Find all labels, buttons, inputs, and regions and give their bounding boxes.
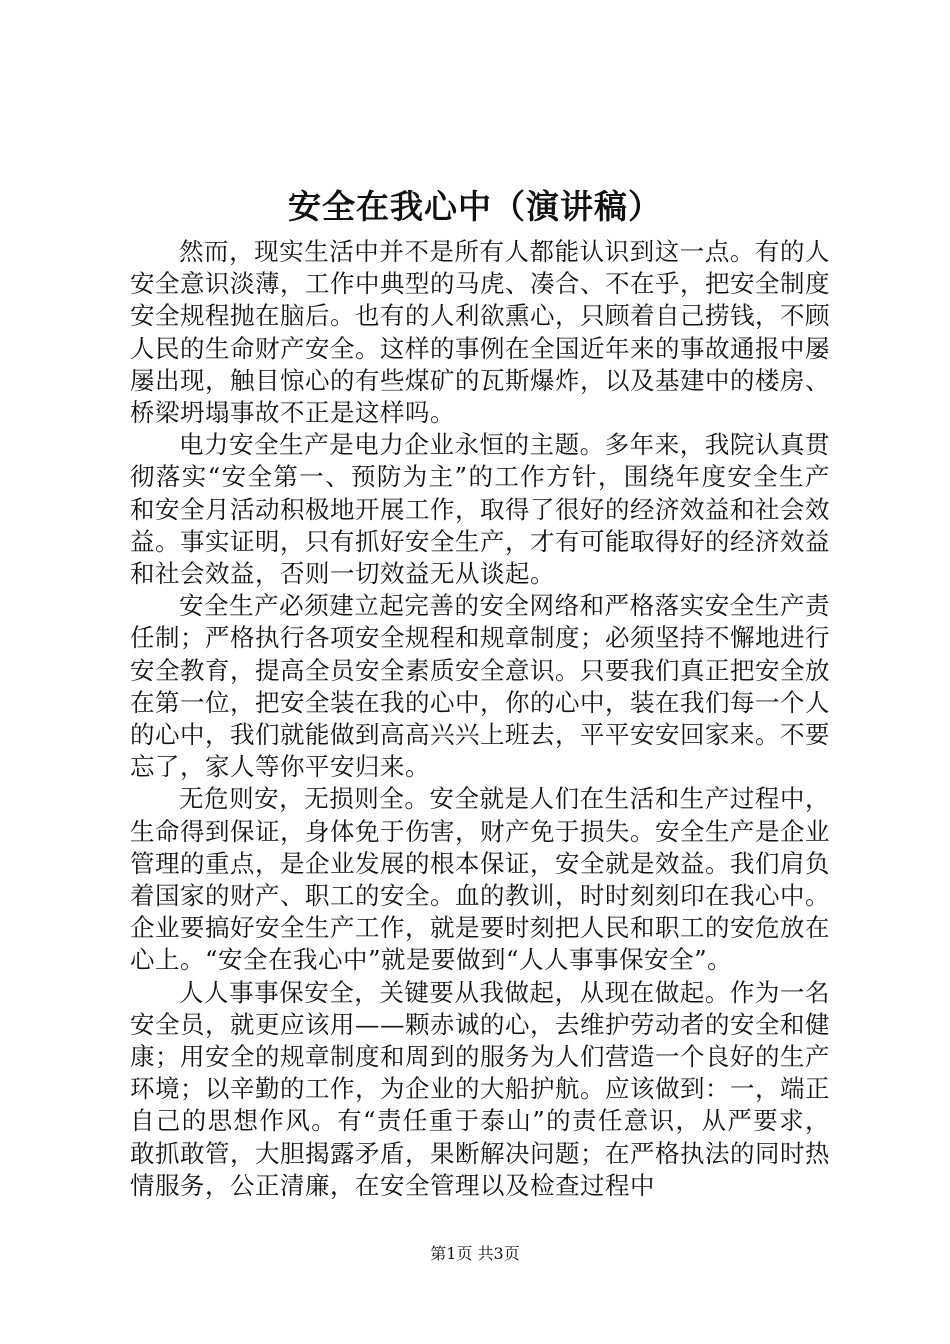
page-number-footer: 第1页 共3页 [430, 1244, 520, 1263]
paragraph-3: 安全生产必须建立起完善的安全网络和严格落实安全生产责任制；严格执行各项安全规程和规章制度；必须坚持不懈地进行安全教育，提高全员安全素质安全意识。只要我们真正把安全放在第一位，把安全装在我的心中，你的心中，装在我们每一个人的心中，我们就能做到高高兴兴上班去，平平安安回家来。不要忘了，家人等你平安归来。 [130, 591, 830, 782]
document-body [130, 236, 830, 1202]
paragraph-2: 电力安全生产是电力企业永恒的主题。多年来，我院认真贯彻落实“安全第一、预防为主”的工作方针，围绕年度安全生产和安全月活动积极地开展工作，取得了很好的经济效益和社会效益。事实证明，只有抓好安全生产，才有可能取得好的经济效益和社会效益，否则一切效益无从谈起。 [130, 430, 830, 589]
paragraph-5: 人人事事保安全，关键要从我做起，从现在做起。作为一名安全员，就更应该用——颗赤诚的心，去维护劳动者的安全和健康；用安全的规章制度和周到的服务为人们营造一个良好的生产环境；以辛勤的工作，为企业的大船护航。应该做到：一，端正自己的思想作风。有“责任重于泰山”的责任意识，从严要求，敢抓敢管，大胆揭露矛盾，果断解决问题；在严格执法的同时热情服务，公正清廉，在安全管理以及检查过程中 [130, 977, 830, 1200]
paragraph-4: 无危则安，无损则全。安全就是人们在生活和生产过程中，生命得到保证，身体免于伤害，财产免于损失。安全生产是企业管理的重点，是企业发展的根本保证，安全就是效益。我们肩负着国家的财产、职工的安全。血的教训，时时刻刻印在我心中。企业要搞好安全生产工作，就是要时刻把人民和职工的安危放在心上。“安全在我心中”就是要做到“人人事事保安全”。 [130, 784, 830, 975]
document-title: 安全在我心中（演讲稿） [288, 187, 662, 226]
paragraph-1: 然而，现实生活中并不是所有人都能认识到这一点。有的人安全意识淡薄，工作中典型的马虎、凑合、不在乎，把安全制度安全规程抛在脑后。也有的人利欲熏心，只顾着自己捞钱，不顾人民的生命财产安全。这样的事例在全国近年来的事故通报中屡屡出现，触目惊心的有些煤矿的瓦斯爆炸，以及基建中的楼房、桥梁坍塌事故不正是这样吗。 [130, 237, 830, 428]
